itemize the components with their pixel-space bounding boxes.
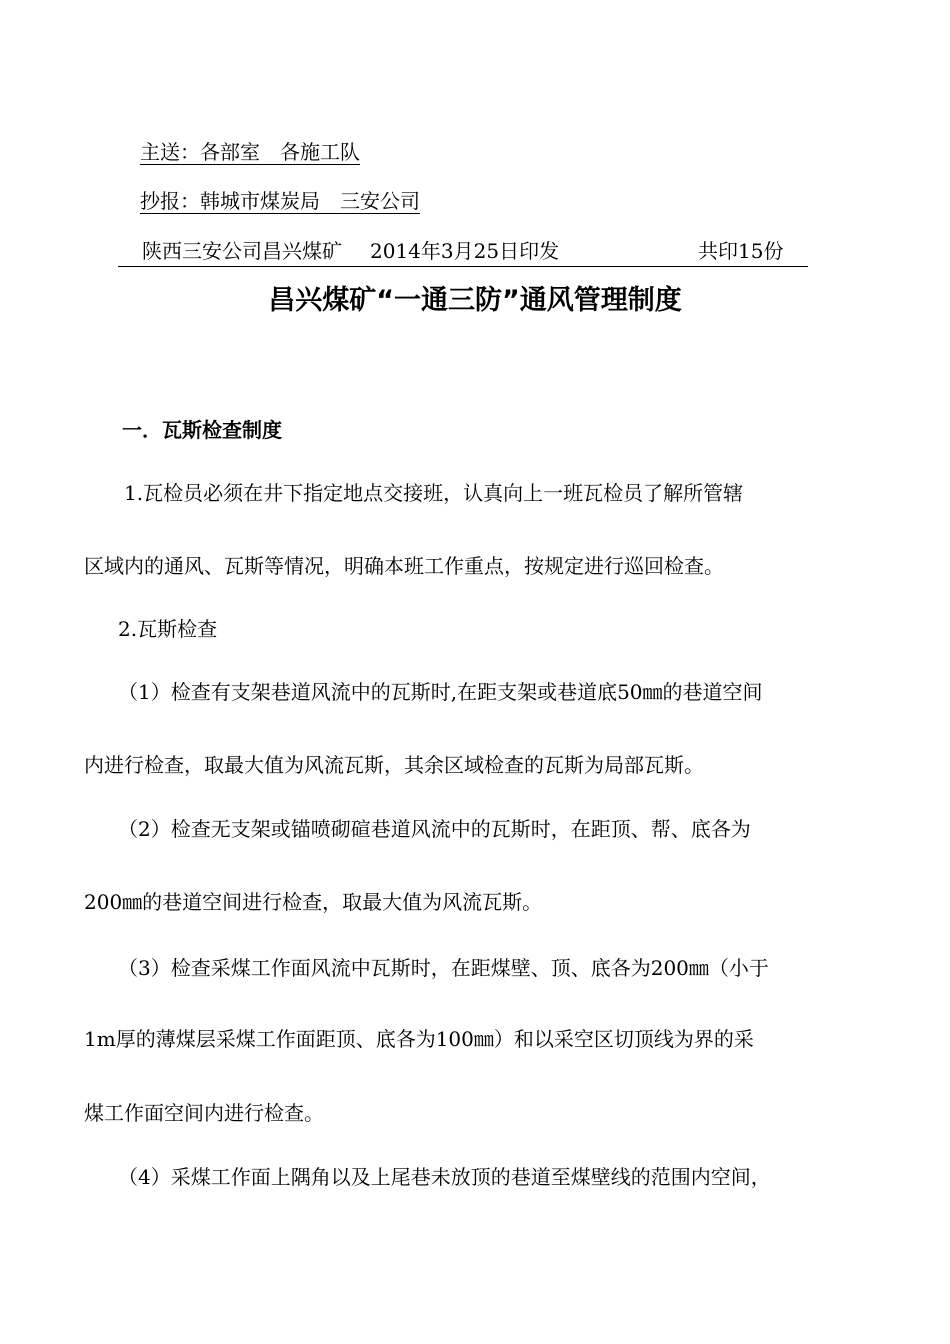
paragraph-line-9: 1m厚的薄煤层采煤工作面距顶、底各为100㎜）和以采空区切顶线为界的采	[84, 1027, 754, 1051]
paragraph-line-7: 200㎜的巷道空间进行检查，取最大值为风流瓦斯。	[84, 890, 543, 914]
issuer-text: 陕西三安公司昌兴煤矿	[142, 239, 342, 263]
main-send-line	[118, 139, 360, 165]
paragraph-line-5: 内进行检查，取最大值为风流瓦斯，其余区域检查的瓦斯为局部瓦斯。	[84, 753, 704, 777]
paragraph-line-4: （1）检查有支架巷道风流中的瓦斯时,在距支架或巷道底50㎜的巷道空间	[118, 680, 763, 704]
paragraph-line-6: （2）检查无支架或锚喷砌碹巷道风流中的瓦斯时，在距顶、帮、底各为	[118, 817, 751, 841]
paragraph-line-3: 2.瓦斯检查	[118, 617, 218, 641]
section-heading: 一．瓦斯检查制度	[122, 418, 282, 442]
paragraph-line-11: （4）采煤工作面上隅角以及上尾巷未放顶的巷道至煤壁线的范围内空间，	[118, 1165, 771, 1189]
paragraph-line-10: 煤工作面空间内进行检查。	[84, 1101, 324, 1125]
copy-report-line	[118, 188, 420, 214]
paragraph-line-1: 1.瓦检员必须在井下指定地点交接班，认真向上一班瓦检员了解所管辖	[124, 481, 744, 505]
copies-text: 共印15份	[698, 239, 784, 263]
issue-date-text: 2014年3月25日印发	[370, 239, 560, 263]
copy-report-text: 抄报：韩城市煤炭局 三安公司	[140, 189, 420, 213]
document-title: 昌兴煤矿“一通三防”通风管理制度	[268, 285, 682, 316]
paragraph-line-8: （3）检查采煤工作面风流中瓦斯时，在距煤壁、顶、底各为200㎜（小于	[118, 956, 769, 980]
main-send-text: 主送：各部室 各施工队	[140, 140, 360, 164]
paragraph-line-2: 区域内的通风、瓦斯等情况，明确本班工作重点，按规定进行巡回检查。	[84, 554, 724, 578]
distribution-line	[118, 238, 808, 267]
